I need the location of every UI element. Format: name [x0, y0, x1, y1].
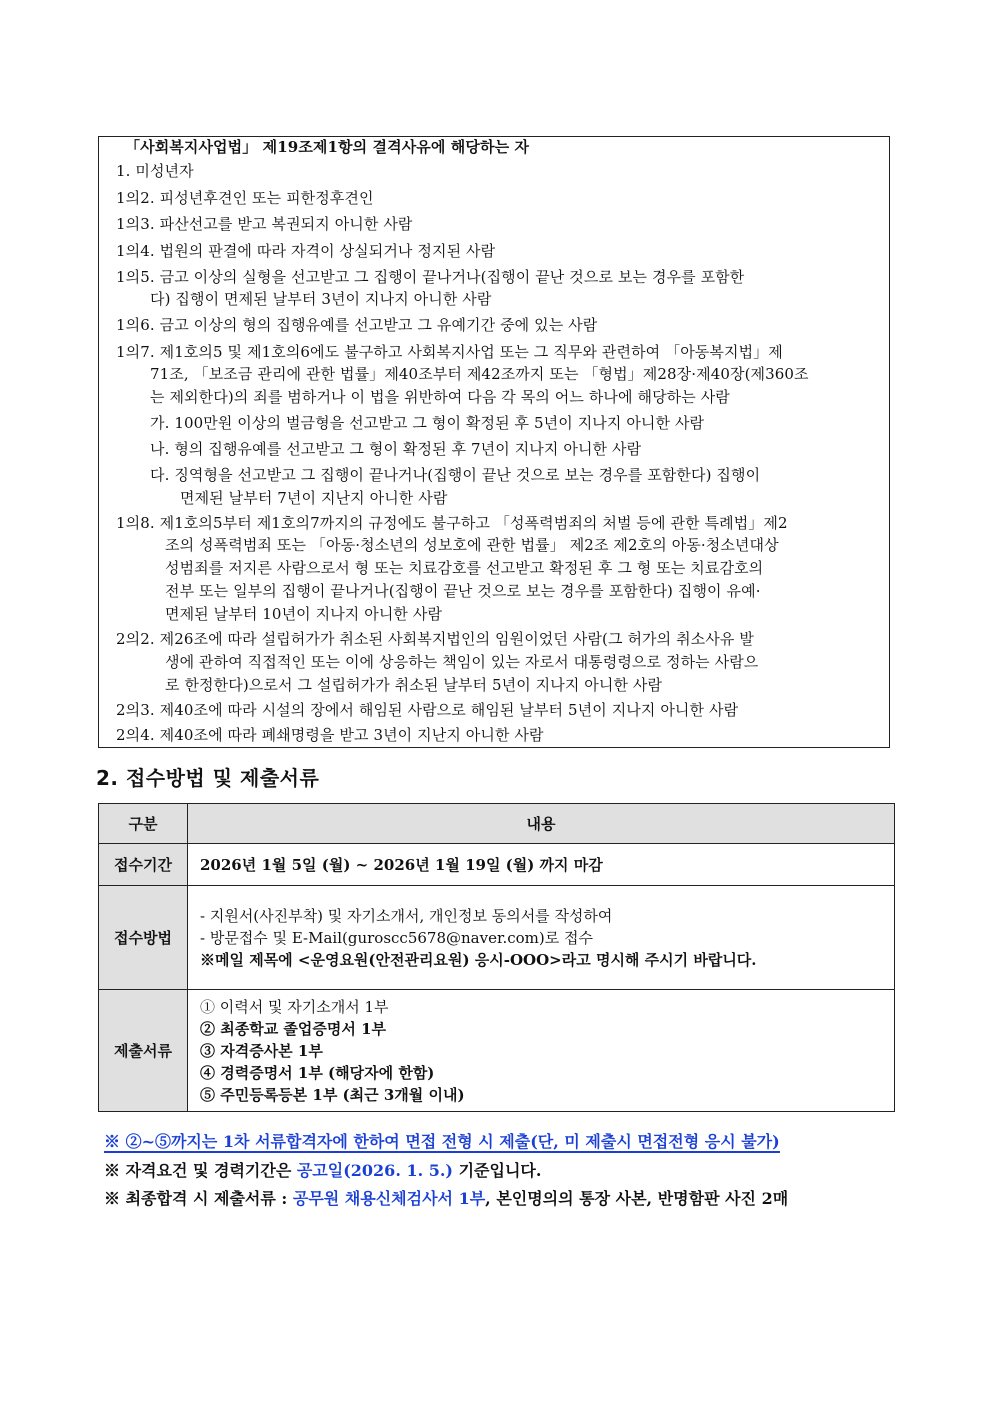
box-line: 1의5. 금고 이상의 실형을 선고받고 그 집행이 끝나거나(집행이 끝난 것으로 보는 경우를 포함한: [116, 268, 745, 286]
method-note: ※메일 제목에 <운영요원(안전관리요원) 응시-OOO>라고 명시해 주시기 바랍니다.: [200, 950, 757, 969]
box-line: 면제된 날부터 10년이 지나지 아니한 사람: [165, 605, 443, 623]
note-text: ※ 최종합격 시 제출서류 :: [104, 1189, 293, 1208]
box-title: 「사회복지사업법」 제19조제1항의 결격사유에 해당하는 자: [125, 138, 530, 156]
table-header-row: [99, 804, 895, 844]
box-line: 나. 형의 집행유예를 선고받고 그 형이 확정된 후 7년이 지나지 아니한 사람: [150, 440, 642, 458]
box-line: 면제된 날부터 7년이 지난지 아니한 사람: [180, 489, 448, 507]
box-line: 71조, 「보조금 관리에 관한 법률」제40조부터 제42조까지 또는 「형법」제28장·제40장(제360조: [150, 365, 809, 383]
note-text: 기준입니다.: [453, 1161, 542, 1180]
table-row: [99, 990, 895, 1112]
box-line: 1의4. 법원의 판결에 따라 자격이 상실되거나 정지된 사람: [116, 242, 496, 260]
note-final-docs: [104, 1186, 788, 1209]
box-line: 1의3. 파산선고를 받고 복권되지 아니한 사람: [116, 215, 413, 233]
box-line: 1의8. 제1호의5부터 제1호의7까지의 규정에도 불구하고 「성폭력범죄의 처벌 등에 관한 특례법」제2: [116, 514, 788, 532]
box-line: 다) 집행이 면제된 날부터 3년이 지나지 아니한 사람: [150, 290, 492, 308]
box-line: 성범죄를 저지른 사람으로서 형 또는 치료감호를 선고받고 확정된 후 그 형 또는 치료감호의: [165, 559, 764, 577]
table-row: [99, 886, 895, 990]
period-label: 접수기간: [99, 844, 188, 886]
method-line: - 지원서(사진부착) 및 자기소개서, 개인정보 동의서를 작성하여: [200, 906, 613, 925]
box-line: 2의4. 제40조에 따라 폐쇄명령을 받고 3년이 지난지 아니한 사람: [116, 726, 544, 744]
note-qualification-date: [104, 1158, 541, 1181]
note-submission-text: ※ ②~⑤까지는 1차 서류합격자에 한하여 면접 전형 시 제출(단, 미 제출시 면접전형 응시 불가): [104, 1132, 780, 1151]
box-line: 1의2. 피성년후견인 또는 피한정후견인: [116, 189, 374, 207]
method-line: - 방문접수 및 E-Mail(guroscc5678@naver.com)로 접수: [200, 928, 593, 947]
box-line: 1. 미성년자: [116, 162, 194, 180]
method-cell: [188, 886, 895, 990]
note-text: , 본인명의의 통장 사본, 반명함판 사진 2매: [485, 1189, 789, 1208]
box-line: 1의6. 금고 이상의 형의 집행유예를 선고받고 그 유예기간 중에 있는 사람: [116, 316, 598, 334]
doc-item: ⑤ 주민등록등본 1부 (최근 3개월 이내): [200, 1085, 465, 1104]
box-line: 2의3. 제40조에 따라 시설의 장에서 해임된 사람으로 해임된 날부터 5년이 지나지 아니한 사람: [116, 701, 739, 719]
box-line: 조의 성폭력범죄 또는 「아동·청소년의 성보호에 관한 법률」 제2조 제2호의 아동·청소년대상: [165, 536, 779, 554]
docs-cell: [188, 990, 895, 1112]
note-highlight: 공무원 채용신체검사서 1부: [292, 1189, 486, 1208]
header-content: 내용: [188, 804, 895, 844]
doc-item: ② 최종학교 졸업증명서 1부: [200, 1019, 387, 1038]
doc-item: ④ 경력증명서 1부 (해당자에 한함): [200, 1063, 435, 1082]
header-category: 구분: [99, 804, 188, 844]
note-submission: [104, 1129, 780, 1152]
box-line: 1의7. 제1호의5 및 제1호의6에도 불구하고 사회복지사업 또는 그 직무와 관련하여 「아동복지법」제: [116, 343, 783, 361]
doc-item: ③ 자격증사본 1부: [200, 1041, 323, 1060]
period-value: 2026년 1월 5일 (월) ~ 2026년 1월 19일 (월) 까지 마감: [188, 844, 895, 886]
table-row: [99, 844, 895, 886]
doc-item: ① 이력서 및 자기소개서 1부: [200, 997, 389, 1016]
box-line: 생에 관하여 직접적인 또는 이에 상응하는 책임이 있는 자로서 대통령령으로 정하는 사람으: [165, 653, 759, 671]
box-line: 2의2. 제26조에 따라 설립허가가 취소된 사회복지법인의 임원이었던 사람(그 허가의 취소사유 발: [116, 630, 754, 648]
box-line: 전부 또는 일부의 집행이 끝나거나(집행이 끝난 것으로 보는 경우를 포함한다) 집행이 유예·: [165, 582, 761, 600]
box-line: 는 제외한다)의 죄를 범하거나 이 법을 위반하여 다음 각 목의 어느 하나에 해당하는 사람: [150, 388, 730, 406]
note-date: 공고일(2026. 1. 5.): [296, 1161, 454, 1180]
application-table: [98, 803, 895, 1112]
disqualification-box: [98, 136, 890, 748]
box-line: 로 한정한다)으로서 그 설립허가가 취소된 날부터 5년이 지나지 아니한 사람: [165, 676, 663, 694]
docs-label: 제출서류: [99, 990, 188, 1112]
box-line: 다. 징역형을 선고받고 그 집행이 끝나거나(집행이 끝난 것으로 보는 경우를 포함한다) 집행이: [150, 466, 761, 484]
method-label: 접수방법: [99, 886, 188, 990]
box-line: 가. 100만원 이상의 벌금형을 선고받고 그 형이 확정된 후 5년이 지나지 아니한 사람: [150, 414, 705, 432]
note-text: ※ 자격요건 및 경력기간은: [104, 1161, 297, 1180]
section-2-heading: 2. 접수방법 및 제출서류: [96, 766, 320, 790]
